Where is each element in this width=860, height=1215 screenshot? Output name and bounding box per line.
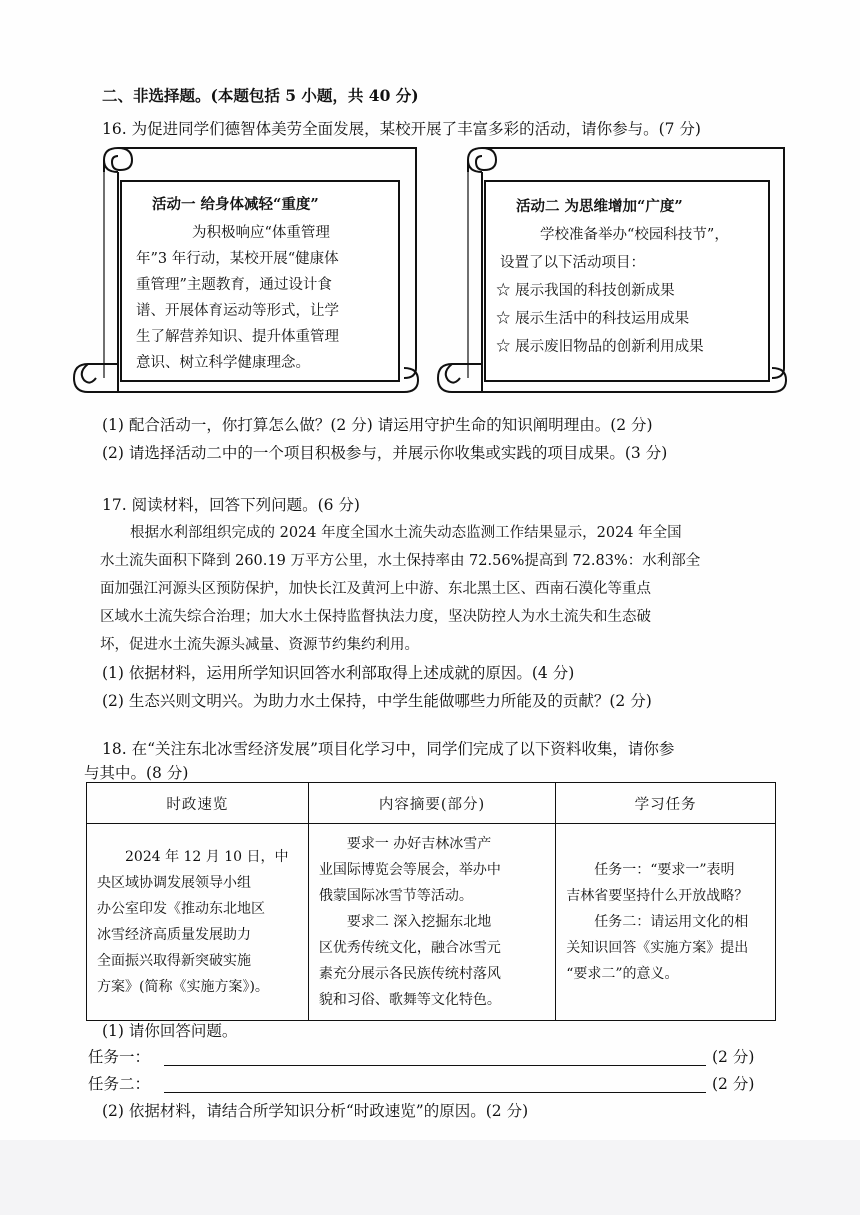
- news-line: 全面振兴取得新突破实施: [97, 953, 251, 969]
- table-row: [87, 824, 776, 1021]
- q16-sub1: (1) 配合活动一，你打算怎么做？(2 分) 请运用守护生命的知识阐明理由。(2 分): [102, 416, 653, 434]
- summary-line: 俄蒙国际冰雪节等活动。: [318, 888, 473, 904]
- activity2-title: 活动二 为思维增加“广度”: [516, 198, 683, 215]
- q18-stem: 18. 在“关注东北冰雪经济发展”项目化学习中，同学们完成了以下资料收集，请你参: [102, 740, 675, 758]
- table-header-row: [87, 783, 776, 824]
- activity1-line: 意识、树立科学健康理念。: [136, 355, 310, 371]
- news-line: 冰雪经济高质量发展助力: [97, 927, 251, 943]
- activity1-line: 为积极响应“体重管理: [192, 225, 330, 241]
- table-header: 时政速览: [87, 783, 309, 824]
- q17-sub2: (2) 生态兴则文明兴。为助力水土保持，中学生能做哪些力所能及的贡献？(2 分): [102, 692, 652, 710]
- q17-material-line: 区域水土流失综合治理；加大水土保持监督执法力度，坚决防控人为水土流失和生态破: [100, 609, 651, 625]
- q17-stem: 17. 阅读材料，回答下列问题。(6 分): [102, 496, 360, 514]
- task-line: “要求二”的意义。: [566, 966, 679, 982]
- q17-material-line: 根据水利部组织完成的 2024 年度全国水土流失动态监测工作结果显示，2024 年全国: [130, 525, 682, 541]
- task-line: 任务一：“要求一”表明: [594, 862, 735, 878]
- table-header: 学习任务: [556, 783, 776, 824]
- activity1-line: 重管理”主题教育，通过设计食: [136, 277, 332, 293]
- activity1-panel: [120, 180, 400, 382]
- task-line: 任务二：请运用文化的相: [594, 914, 749, 930]
- q17-sub1: (1) 依据材料，运用所学知识回答水利部取得上述成就的原因。(4 分): [102, 664, 575, 682]
- q17-material-line: 面加强江河源头区预防保护，加快长江及黄河上中游、东北黑土区、西南石漠化等重点: [100, 581, 651, 597]
- summary-line: 貌和习俗、歌舞等文化特色。: [318, 992, 501, 1008]
- q17-material-line: 坏，促进水土流失源头减量、资源节约集约利用。: [100, 637, 419, 653]
- activity1-line: 年”3 年行动，某校开展“健康体: [136, 251, 339, 267]
- summary-line: 要求一 办好吉林冰雪产: [346, 836, 492, 852]
- news-line: 2024 年 12 月 10 日，中: [125, 849, 289, 865]
- summary-line: 要求二 深入挖掘东北地: [346, 914, 492, 930]
- activity2-intro: 设置了以下活动项目：: [500, 255, 645, 271]
- summary-line: 业国际博览会等展会，举办中: [318, 862, 501, 878]
- activity2-intro: 学校准备举办“校园科技节”，: [540, 227, 729, 243]
- page-bottom-margin: [0, 1140, 860, 1215]
- activity1-line: 谱、开展体育运动等形式，让学: [136, 303, 339, 319]
- activity1-scroll: [68, 142, 424, 402]
- task2-answer-line[interactable]: [164, 1091, 706, 1093]
- news-line: 办公室印发《推动东北地区: [97, 901, 265, 917]
- task-cell: [556, 824, 776, 1021]
- activity1-line: 生了解营养知识、提升体重管理: [136, 329, 339, 345]
- activity2-scroll: [432, 142, 792, 402]
- news-line: 央区域协调发展领导小组: [97, 875, 251, 891]
- section-heading: 二、非选择题。(本题包括 5 小题，共 40 分): [102, 86, 419, 105]
- summary-line: 素充分展示各民族传统村落风: [318, 966, 501, 982]
- q17-material-line: 水土流失面积下降到 260.19 万平方公里，水土保持率由 72.56%提高到 72.83%：水利部全: [100, 553, 701, 569]
- activity2-panel: [484, 180, 770, 382]
- news-line: 方案》(简称《实施方案》)。: [97, 979, 269, 995]
- task2-score: (2 分): [712, 1075, 755, 1093]
- table-header: 内容摘要(部分): [308, 783, 555, 824]
- activity2-item: ☆ 展示废旧物品的创新利用成果: [496, 339, 704, 355]
- summary-line: 区优秀传统文化，融合冰雪元: [318, 940, 501, 956]
- q18-stem-cont: 与其中。(8 分): [84, 764, 189, 782]
- q18-info-table: [86, 782, 776, 1021]
- task1-answer-line[interactable]: [164, 1064, 706, 1066]
- q16-sub2: (2) 请选择活动二中的一个项目积极参与，并展示你收集或实践的项目成果。(3 分): [102, 444, 668, 462]
- activity2-item: ☆ 展示生活中的科技运用成果: [496, 311, 690, 327]
- activity2-item: ☆ 展示我国的科技创新成果: [496, 283, 675, 299]
- activity1-title: 活动一 给身体减轻“重度”: [152, 196, 319, 213]
- q16-stem: 16. 为促进同学们德智体美劳全面发展，某校开展了丰富多彩的活动，请你参与。(7 分): [102, 120, 701, 138]
- summary-cell: [308, 824, 555, 1021]
- news-cell: [87, 824, 309, 1021]
- task-line: 关知识回答《实施方案》提出: [566, 940, 749, 956]
- q18-sub1: (1) 请你回答问题。: [102, 1022, 238, 1040]
- task-line: 吉林省要坚持什么开放战略？: [566, 888, 749, 904]
- task2-label: 任务二：: [88, 1075, 151, 1093]
- task1-score: (2 分): [712, 1048, 755, 1066]
- task1-label: 任务一：: [88, 1048, 151, 1066]
- q18-sub2: (2) 依据材料，请结合所学知识分析“时政速览”的原因。(2 分): [102, 1102, 529, 1120]
